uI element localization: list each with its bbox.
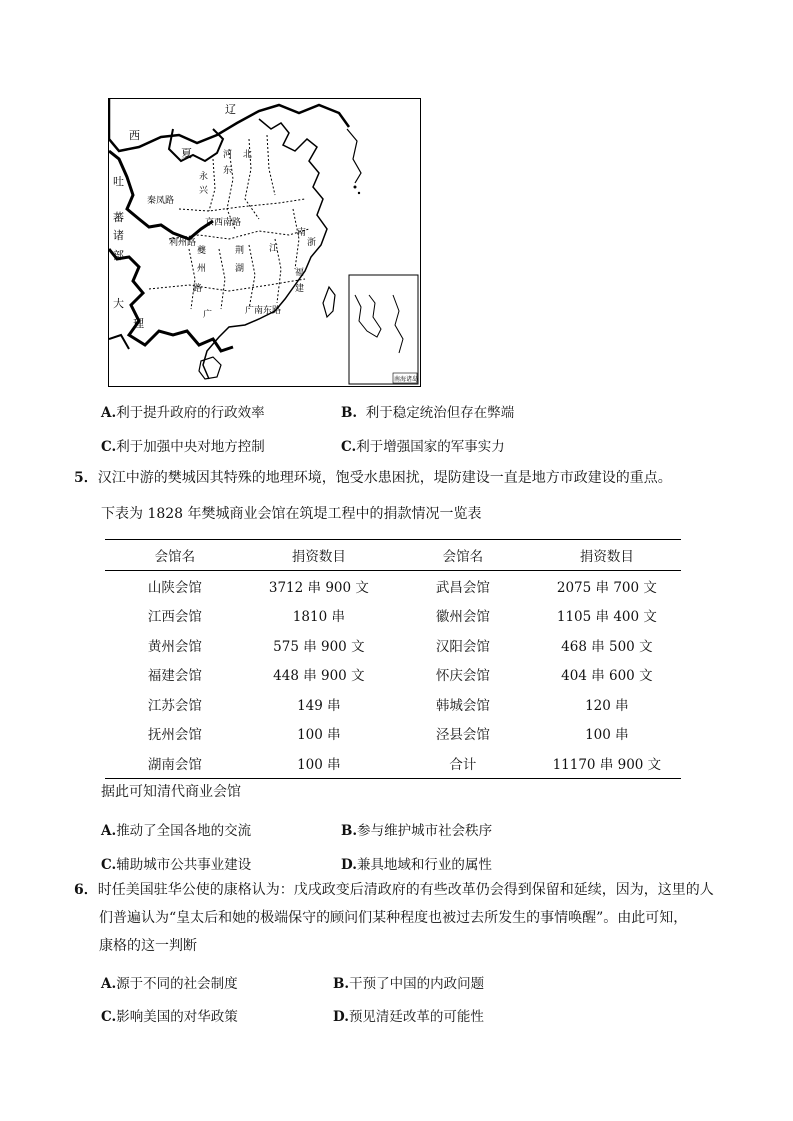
- option-text: 参与维护城市社会秩序: [357, 823, 493, 839]
- q6-option-a[interactable]: [101, 972, 238, 992]
- header-cell: 捐资数目: [533, 540, 681, 571]
- option-text: 干预了中国的内政问题: [349, 976, 485, 992]
- question-number: 6．: [74, 882, 98, 898]
- table-cell: 404 串 600 文: [561, 668, 653, 685]
- map-label-hu: 湖: [235, 264, 245, 274]
- map-label-bu: 部: [113, 249, 124, 262]
- q6-line-2: 们普遍认为“皇太后和她的极端保守的顾问们某种程度也被过去所发生的事情唤醒”。由此可知，: [99, 910, 688, 926]
- table-cell: 100 串: [297, 727, 341, 744]
- map-label-xia: 夏: [181, 147, 192, 160]
- table-header-row: [105, 540, 681, 571]
- table-cell: 山陕会馆: [147, 579, 202, 596]
- table-cell: 575 串 900 文: [273, 638, 365, 655]
- option-text: 影响美国的对华政策: [116, 1009, 238, 1025]
- map-label-nanhai: 南海诸岛: [394, 376, 419, 383]
- header-cell: 会馆名: [105, 540, 245, 571]
- q4-option-d[interactable]: [341, 435, 505, 455]
- option-letter: C.: [101, 439, 117, 455]
- donation-table: [105, 539, 681, 779]
- map-label-li: 理: [133, 317, 144, 330]
- table-cell: 100 串: [585, 727, 629, 744]
- table-cell: 韩城会馆: [435, 697, 490, 714]
- map-label-guang: 广: [203, 310, 213, 320]
- q6-option-c[interactable]: [101, 1005, 238, 1025]
- q4-option-c[interactable]: [101, 435, 265, 455]
- q6-stem: [74, 879, 714, 957]
- map-label-fan: 蕃: [113, 211, 124, 224]
- table-cell: 江苏会馆: [147, 697, 202, 714]
- table-caption: 下表为 1828 年樊城商业会馆在筑堤工程中的捐款情况一览表: [101, 506, 482, 522]
- table-cell: 468 串 500 文: [561, 638, 653, 655]
- q4-option-b[interactable]: [341, 401, 514, 421]
- table-row: [105, 748, 681, 778]
- table-cell: 福建会馆: [147, 668, 202, 685]
- q5-option-a[interactable]: [101, 819, 251, 839]
- option-text: 辅助城市公共事业建设: [116, 857, 252, 873]
- question-text: 汉江中游的樊城因其特殊的地理环境，饱受水患困扰，堤防建设一直是地方市政建设的重点。: [97, 470, 672, 486]
- table-cell: 怀庆会馆: [435, 668, 490, 685]
- table-cell: 黄州会馆: [147, 638, 202, 655]
- table-cell: 徽州会馆: [435, 609, 490, 626]
- q5-stem: [74, 467, 672, 489]
- table-cell: 1105 串 400 文: [556, 609, 657, 626]
- map-graphic: [109, 99, 419, 385]
- map-label-zhu: 诸: [113, 229, 124, 242]
- option-text: 推动了全国各地的交流: [116, 823, 252, 839]
- question-number: 5．: [74, 470, 98, 486]
- table-cell: 149 串: [297, 697, 341, 714]
- q5-prompt: 据此可知清代商业会馆: [101, 784, 241, 800]
- map-label-jingxi: 京西南路: [205, 218, 242, 228]
- table-row: [105, 630, 681, 660]
- table-row: [105, 719, 681, 749]
- q6-line-3: 康格的这一判断: [99, 938, 197, 954]
- option-text: 利于加强中央对地方控制: [116, 439, 265, 455]
- map-label-xing: 兴: [199, 186, 209, 196]
- table-cell: 1810 串: [292, 609, 345, 626]
- table-cell: 120 串: [585, 697, 629, 714]
- question-text: 时任美国驻华公使的康格认为：戊戌政变后清政府的有些改革仍会得到保留和延续，因为，这里的人: [97, 882, 714, 898]
- table-cell: 100 串: [245, 748, 393, 778]
- option-letter: B.: [341, 405, 358, 421]
- option-letter: B.: [341, 823, 358, 839]
- option-text: 利于提升政府的行政效率: [116, 405, 265, 421]
- option-letter: B.: [333, 976, 350, 992]
- option-letter: A.: [101, 976, 117, 992]
- table-row: [105, 689, 681, 719]
- map-label-jian: 建: [295, 284, 305, 294]
- table-cell: 2075 串 700 文: [556, 579, 657, 596]
- song-dynasty-map: [108, 98, 421, 387]
- q6-line-1: [74, 879, 714, 901]
- table-row: [105, 601, 681, 631]
- map-label-nan: 南: [297, 228, 307, 238]
- q6-option-b[interactable]: [333, 972, 484, 992]
- option-text: 兼具地域和行业的属性: [356, 857, 492, 873]
- map-label-yong: 永: [199, 172, 209, 182]
- map-label-lu: 路: [193, 284, 203, 294]
- q6-option-d[interactable]: [333, 1005, 484, 1025]
- table-row: [105, 660, 681, 690]
- map-label-jing: 荆: [235, 246, 245, 256]
- q4-option-a[interactable]: [101, 401, 265, 421]
- map-label-he: 河: [223, 150, 233, 160]
- option-letter: A.: [101, 405, 117, 421]
- header-cell: 捐资数目: [245, 540, 393, 571]
- map-label-fu: 福: [295, 268, 305, 278]
- table-cell: 11170 串 900 文: [533, 748, 681, 778]
- table-cell: 湖南会馆: [105, 748, 245, 778]
- map-label-xi: 西: [129, 129, 140, 142]
- option-text: 源于不同的社会制度: [116, 976, 238, 992]
- option-letter: D.: [341, 857, 357, 873]
- map-label-zhe: 浙: [307, 238, 317, 248]
- table-cell: 江西会馆: [147, 609, 202, 626]
- map-label-qinfeng: 秦凤路: [147, 196, 175, 206]
- option-letter: D.: [333, 1009, 349, 1025]
- header-cell: 会馆名: [393, 540, 533, 571]
- map-label-lizhou: 利州路: [169, 238, 197, 248]
- table-cell: 合计: [393, 748, 533, 778]
- map-label-kui: 夔: [197, 246, 207, 256]
- table-cell: 泾县会馆: [435, 727, 490, 744]
- option-text: 利于稳定统治但存在弊端: [365, 405, 515, 421]
- q5-option-c[interactable]: [101, 853, 251, 873]
- table-cell: 3712 串 900 文: [268, 579, 369, 596]
- table-cell: 抚州会馆: [147, 727, 202, 744]
- option-text: 预见清廷改革的可能性: [348, 1009, 484, 1025]
- table-row: [105, 571, 681, 601]
- q5-option-b[interactable]: [341, 819, 492, 839]
- map-label-liao: 辽: [225, 103, 236, 116]
- option-letter: A.: [101, 823, 117, 839]
- q5-option-d[interactable]: [341, 853, 492, 873]
- option-text: 利于增强国家的军事实力: [356, 439, 505, 455]
- map-label-dong: 东: [223, 166, 233, 176]
- map-label-jiang: 江: [269, 244, 279, 254]
- table-cell: 448 串 900 文: [273, 668, 365, 685]
- map-label-guangnandong: 广南东路: [245, 306, 282, 316]
- map-label-da: 大: [113, 297, 124, 310]
- map-label-tu: 吐: [113, 175, 124, 188]
- option-letter: C.: [101, 1009, 117, 1025]
- map-label-zhou: 州: [197, 264, 207, 274]
- table-cell: 武昌会馆: [435, 579, 490, 596]
- table-cell: 汉阳会馆: [435, 638, 490, 655]
- option-letter: C.: [341, 439, 357, 455]
- map-label-bei: 北: [243, 150, 253, 160]
- option-letter: C.: [101, 857, 117, 873]
